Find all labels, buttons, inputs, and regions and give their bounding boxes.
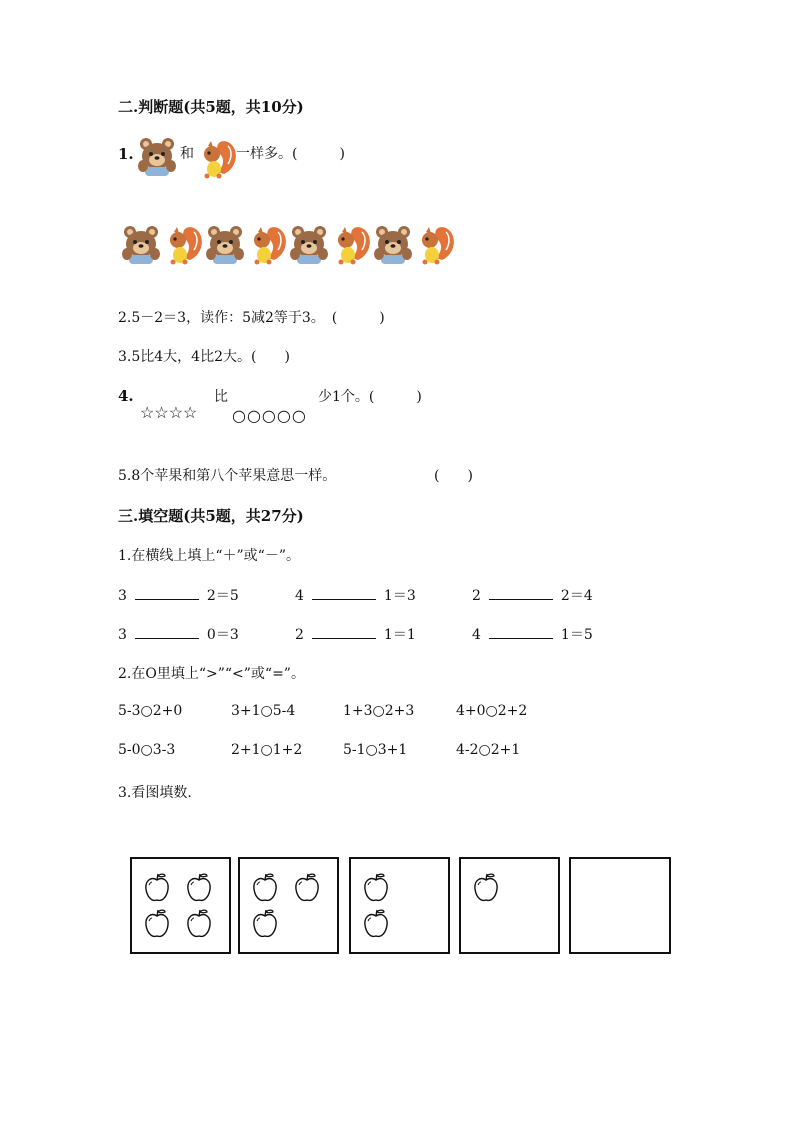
answer-blank[interactable] — [135, 626, 199, 639]
question-4-number: 4. — [118, 387, 134, 405]
answer-blank[interactable] — [489, 587, 553, 600]
question-3: 3.5比4大，4比2大。( ) — [118, 349, 290, 365]
squirrel-icon — [164, 224, 204, 266]
apple-box — [349, 857, 450, 954]
section-title-fill: 三.填空题(共5题，共27分) — [118, 507, 304, 525]
compare-item[interactable]: 5-0○3-3 — [118, 742, 176, 758]
apple-icon — [294, 873, 322, 903]
squirrel-icon — [198, 138, 238, 180]
apple-icon — [473, 873, 501, 903]
fill-question-3-title: 3.看图填数. — [118, 785, 192, 801]
bear-icon — [374, 224, 412, 266]
blank-item: 2 2＝4 — [472, 588, 593, 604]
answer-blank[interactable] — [135, 587, 199, 600]
squirrel-icon — [332, 224, 372, 266]
answer-blank[interactable] — [489, 626, 553, 639]
apple-icon — [186, 909, 214, 939]
question-5: 5.8个苹果和第八个苹果意思一样。 — [118, 468, 337, 484]
question-1-text: 一样多。( ) — [236, 146, 345, 162]
squirrel-icon — [248, 224, 288, 266]
bear-icon — [206, 224, 244, 266]
compare-item[interactable]: 5-3○2+0 — [118, 703, 183, 719]
apple-box — [569, 857, 671, 954]
apple-box — [459, 857, 560, 954]
compare-item[interactable]: 1+3○2+3 — [343, 703, 415, 719]
question-4-text: 少1个。( ) — [318, 389, 422, 405]
circles-group: ○○○○○ — [232, 406, 307, 425]
compare-item[interactable]: 4-2○2+1 — [456, 742, 521, 758]
apple-icon — [363, 909, 391, 939]
question-5-paren: ( ) — [434, 468, 473, 484]
compare-item[interactable]: 2+1○1+2 — [231, 742, 303, 758]
bear-icon — [138, 136, 176, 178]
compare-item[interactable]: 4+0○2+2 — [456, 703, 528, 719]
answer-blank[interactable] — [312, 626, 376, 639]
bear-icon — [290, 224, 328, 266]
blank-item: 2 1＝1 — [295, 627, 416, 643]
blank-item: 3 2＝5 — [118, 588, 239, 604]
question-4-bi: 比 — [214, 389, 228, 405]
squirrel-icon — [416, 224, 456, 266]
apple-icon — [252, 909, 280, 939]
apple-icon — [252, 873, 280, 903]
answer-blank[interactable] — [312, 587, 376, 600]
apple-box — [238, 857, 339, 954]
question-1-number: 1. — [118, 145, 134, 163]
fill-question-2-title: 2.在O里填上“>”“<”或“=”。 — [118, 666, 305, 682]
fill-question-1-title: 1.在横线上填上“＋”或“－”。 — [118, 548, 300, 564]
stars-group: ☆☆☆☆ — [140, 403, 198, 422]
question-1-he: 和 — [180, 146, 194, 162]
apple-box — [130, 857, 231, 954]
apple-icon — [144, 873, 172, 903]
apple-icon — [144, 909, 172, 939]
compare-item[interactable]: 5-1○3+1 — [343, 742, 408, 758]
blank-item: 4 1＝3 — [295, 588, 416, 604]
compare-item[interactable]: 3+1○5-4 — [231, 703, 296, 719]
question-2: 2.5－2＝3，读作：5减2等于3。 ( ) — [118, 310, 385, 326]
blank-item: 3 0＝3 — [118, 627, 239, 643]
blank-item: 4 1＝5 — [472, 627, 593, 643]
section-title-judgment: 二.判断题(共5题，共10分) — [118, 98, 304, 116]
apple-icon — [363, 873, 391, 903]
bear-icon — [122, 224, 160, 266]
apple-icon — [186, 873, 214, 903]
